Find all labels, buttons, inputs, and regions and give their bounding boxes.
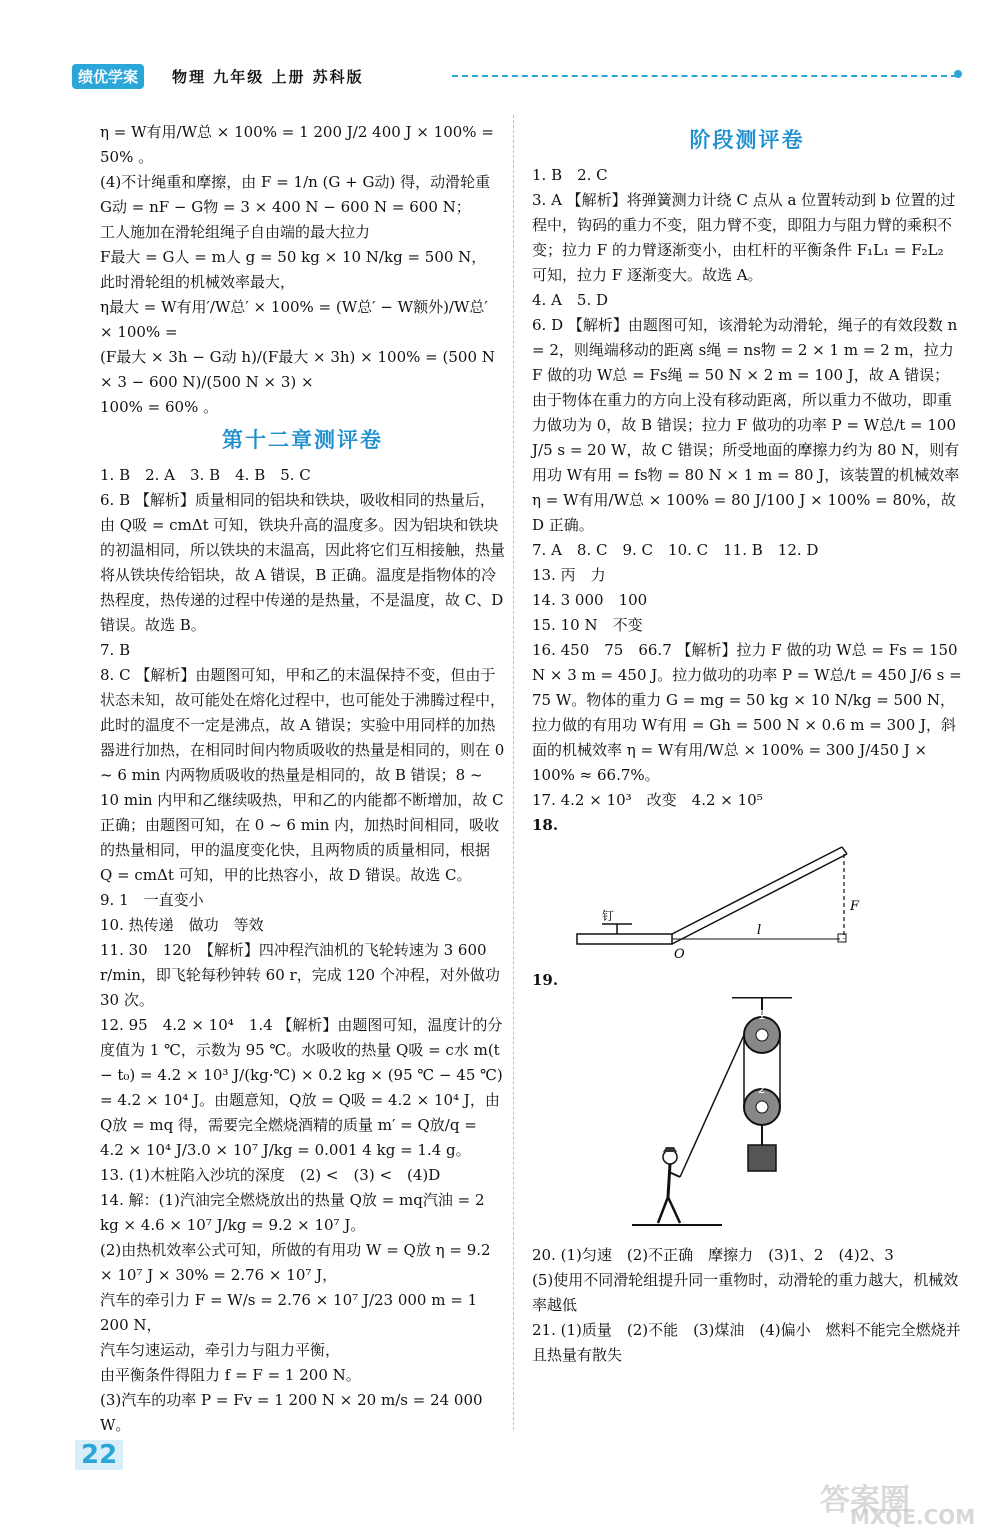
right-column: [532, 120, 967, 1368]
text-line: 工人施加在滑轮组绳子自由端的最大拉力: [100, 223, 371, 241]
text-line: (F最大 × 3h − G动 h)/(F最大 × 3h) × 100% = (500 N × 3 − 600 N)/(500 N × 3) ×: [100, 348, 500, 391]
answer-item: 13. (1)木桩陷入沙坑的深度 (2) < (3) < (4)D: [100, 1166, 441, 1184]
answer-item: 汽车的牵引力 F = W/s = 2.76 × 10⁷ J/23 000 m = 1 200 N，: [100, 1291, 482, 1334]
weight-block: [748, 1145, 776, 1171]
brand-logo: 绩优学案: [72, 64, 144, 89]
answer-item: 汽车匀速运动，牵引力与阻力平衡，: [100, 1341, 341, 1359]
answer-item: 13. 丙 力: [532, 566, 606, 584]
rope-pull-end: [680, 1035, 744, 1177]
book-title: 物理 九年级 上册 苏科版: [172, 68, 364, 86]
text-line: η = W有用/W总 × 100% = 1 200 J/2 400 J × 100% = 50% 。: [100, 123, 499, 166]
text-line: G动 = nF − G物 = 3 × 400 N − 600 N = 600 N；: [100, 198, 471, 216]
answer-item: (3)汽车的功率 P = Fv = 1 200 N × 20 m/s = 24 000 W。: [100, 1391, 488, 1434]
left-column: [100, 120, 510, 1438]
nail-label: 钉: [602, 909, 615, 923]
movable-pulley-axle: [756, 1101, 768, 1113]
answer-item: 16. 450 75 66.7 【解析】拉力 F 做的功 W总 = Fs = 150 N × 3 m = 450 J。拉力做功的功率 P = W总/t = 450 J/6 s = 75 W。物体的重力 G = mg = 50 kg × 10 N/kg = 500 N，拉力做的有用功 W有用 = Gh = 500 N × 0.6 m = 300 J，斜面的机械效率 η = W有用/W总 × 100% = 300 J/450 J × 100% ≈ 66.7%。: [532, 641, 967, 784]
lever-diagram: [572, 842, 872, 962]
answer-item: 4. A 5. D: [532, 291, 609, 309]
pulley-1-label: 1: [758, 1008, 766, 1022]
answer-item: 14. 3 000 100: [532, 591, 648, 609]
answer-item: 1. B 2. A 3. B 4. B 5. C: [100, 466, 311, 484]
page-number: 22: [75, 1440, 123, 1470]
worker-body: [668, 1164, 670, 1197]
lever-arm-end: [842, 847, 847, 854]
lever-base-plank: [577, 934, 672, 944]
column-divider: [513, 115, 514, 1430]
answer-item: 6. B 【解析】质量相同的铝块和铁块，吸收相同的热量后，由 Q吸 = cmΔt 可知，铁块升高的温度多。因为铝块和铁块的初温相同，所以铁块的末温高，因此将它们互相接触，热量将从铁块传给铝块，故 A 错误，B 正确。温度是指物体的冷热程度，热传递的过程中传递的是热量，不是温度，故 C、D 错误。故选 B。: [100, 491, 509, 634]
watermark-url: MXQE.COM: [850, 1505, 976, 1529]
watermark-text: 答案圈: [820, 1483, 910, 1518]
text-line: 100% = 60% 。: [100, 398, 219, 416]
answer-item: 1. B 2. C: [532, 166, 608, 184]
text-line: (4)不计绳重和摩擦，由 F = 1/n (G + G动) 得，动滑轮重: [100, 173, 491, 191]
fixed-pulley-axle: [756, 1029, 768, 1041]
section-title-chapter12: 第十二章测评卷: [222, 428, 383, 452]
answer-item: 8. C 【解析】由题图可知，甲和乙的末温保持不变，但由于状态未知，故可能处在熔化过程中，也可能处于沸腾过程中，此时的温度不一定是沸点，故 A 错误；实验中用同样的加热器进行加热，在相同时间内物质吸收的热量是相同的，则在 0 ~ 6 min 内两物质吸收的热量是相同的，故 B 错误；8 ~ 10 min 内甲和乙继续吸热，甲和乙的内能都不断增加，故 C 正确；由题图可知，在 0 ~ 6 min 内，加热时间相同，吸收的热量相同，甲的温度变化快，且两物质的质量相同，根据 Q = cmΔt 可知，甲的比热容小，故 D 错误。故选 C。: [100, 666, 510, 884]
worker-leg: [658, 1197, 668, 1223]
answer-item: 10. 热传递 做功 等效: [100, 916, 264, 934]
header-divider: [452, 75, 957, 77]
answer-item: 3. A 【解析】将弹簧测力计绕 C 点从 a 位置转动到 b 位置的过程中，钩码的重力不变，阻力臂不变，即阻力与阻力臂的乘积不变；拉力 F 的力臂逐渐变小，由杠杆的平衡条件 F₁L₁ = F₂L₂ 可知，拉力 F 逐渐变大。故选 A。: [532, 191, 956, 284]
text-line: F最大 = G人 = m人 g = 50 kg × 10 N/kg = 500 N，: [100, 248, 487, 266]
pivot-label: O: [674, 947, 685, 962]
force-label: F: [850, 899, 860, 914]
text-line: η最大 = W有用′/W总′ × 100% = (W总′ − W额外)/W总′ × 100% =: [100, 298, 493, 341]
question-18-label: 18.: [532, 816, 559, 834]
answer-item: 7. A 8. C 9. C 10. C 11. B 12. D: [532, 541, 819, 559]
worker-hat: [663, 1147, 677, 1152]
answer-item: 7. B: [100, 641, 131, 659]
answer-item: 21. (1)质量 (2)不能 (3)煤油 (4)偏小 燃料不能完全燃烧并且热量有散失: [532, 1321, 961, 1364]
lever-arm-top: [672, 847, 842, 934]
worker-head: [663, 1150, 677, 1164]
answer-item: 20. (1)匀速 (2)不正确 摩擦力 (3)1、2 (4)2、3: [532, 1246, 894, 1264]
answer-item: 15. 10 N 不变: [532, 616, 643, 634]
section-title-stage-test: 阶段测评卷: [689, 128, 805, 152]
arm-length-label: l: [757, 923, 762, 938]
answer-item: (2)由热机效率公式可知，所做的有用功 W = Q放 η = 9.2 × 10⁷ J × 30% = 2.76 × 10⁷ J，: [100, 1241, 496, 1284]
answer-item: 11. 30 120 【解析】四冲程汽油机的飞轮转速为 3 600 r/min，即飞轮每秒钟转 60 r，完成 120 个冲程，对外做功 30 次。: [100, 941, 505, 1009]
pulley-2-label: 2: [758, 1082, 766, 1096]
answer-item: 14. 解：(1)汽油完全燃烧放出的热量 Q放 = mq汽油 = 2 kg × 4.6 × 10⁷ J/kg = 9.2 × 10⁷ J。: [100, 1191, 490, 1234]
answer-item: 6. D 【解析】由题图可知，该滑轮为动滑轮，绳子的有效段数 n = 2，则绳端移动的距离 s绳 = ns物 = 2 × 1 m = 2 m，拉力 F 做的功 W总 = Fs绳 = 50 N × 2 m = 100 J，故 A 错误；由于物体在重力的方向上没有移动距离，所以重力不做功，即重力做功为 0，故 B 错误；拉力 F 做功的功率 P = W总/t = 100 J/5 s = 20 W，故 C 错误；所受地面的摩擦力约为 80 N，则有用功 W有用 = fs物 = 80 N × 1 m = 80 J，该装置的机械效率 η = W有用/W总 × 100% = 80 J/100 J × 100% = 80%，故 D 正确。: [532, 316, 965, 534]
answer-item: 12. 95 4.2 × 10⁴ 1.4 【解析】由题图可知，温度计的分度值为 1 ℃，示数为 95 ℃。水吸收的热量 Q吸 = c水 m(t − t₀) = 4.2 × 10³ J/(kg·℃) × 0.2 kg × (95 ℃ − 45 ℃) = 4.2 × 10⁴ J。由题意知，Q放 = Q吸 = 4.2 × 10⁴ J，由 Q放 = mq 得，需要完全燃烧酒精的质量 m′ = Q放/q = 4.2 × 10⁴ J/3.0 × 10⁷ J/kg = 0.001 4 kg = 1.4 g。: [100, 1016, 508, 1159]
header-dot-icon: [954, 70, 962, 78]
answer-item: 17. 4.2 × 10³ 改变 4.2 × 10⁵: [532, 791, 763, 809]
pulley-diagram: [572, 997, 832, 1237]
page-header: [72, 64, 962, 88]
answer-item: 由平衡条件得阻力 f = F = 1 200 N。: [100, 1366, 361, 1384]
answer-item: (5)使用不同滑轮组提升同一重物时，动滑轮的重力越大，机械效率越低: [532, 1271, 959, 1314]
right-angle-mark: [838, 934, 846, 942]
question-19-label: 19.: [532, 971, 559, 989]
answer-item: 9. 1 一直变小: [100, 891, 204, 909]
worker-leg: [668, 1197, 680, 1223]
text-line: 此时滑轮组的机械效率最大，: [100, 273, 296, 291]
